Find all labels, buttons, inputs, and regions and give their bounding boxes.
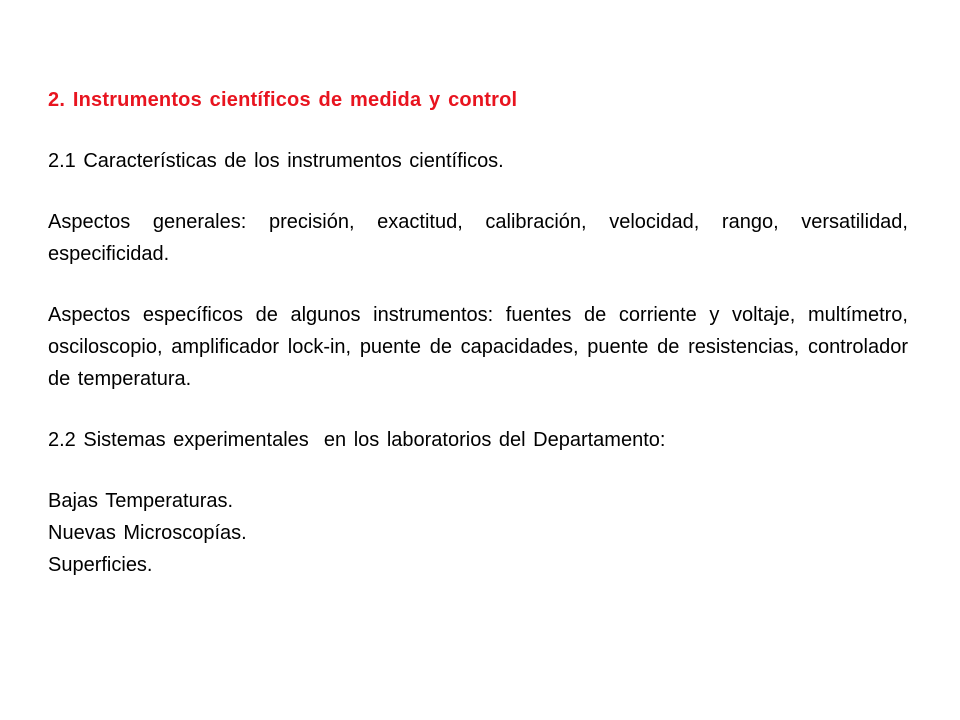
spacer [48, 456, 908, 485]
spacer [48, 270, 908, 299]
specific-aspects-paragraph: Aspectos específicos de algunos instrumentos: fuentes de corriente y voltaje, multímetro, osciloscopio, amplificador lock-in, puente de capacidades, puente de resistencias, controlador de temperatura. [48, 304, 908, 390]
subsection-2-1-title: 2.1 Características de los instrumentos científicos. [48, 150, 504, 172]
spacer [48, 395, 908, 424]
lab-list-item: Nuevas Microscopías. [48, 522, 247, 544]
subsection-2-2-title: 2.2 Sistemas experimentales en los laboratorios del Departamento: [48, 429, 666, 451]
lab-list-item: Superficies. [48, 554, 153, 576]
spacer [48, 177, 908, 206]
general-aspects-paragraph: Aspectos generales: precisión, exactitud, calibración, velocidad, rango, versatilidad, especificidad. [48, 211, 908, 265]
spacer [48, 116, 908, 145]
section-heading: 2. Instrumentos científicos de medida y control [48, 89, 518, 111]
slide-content [48, 84, 908, 581]
lab-list-item: Bajas Temperaturas. [48, 490, 234, 512]
